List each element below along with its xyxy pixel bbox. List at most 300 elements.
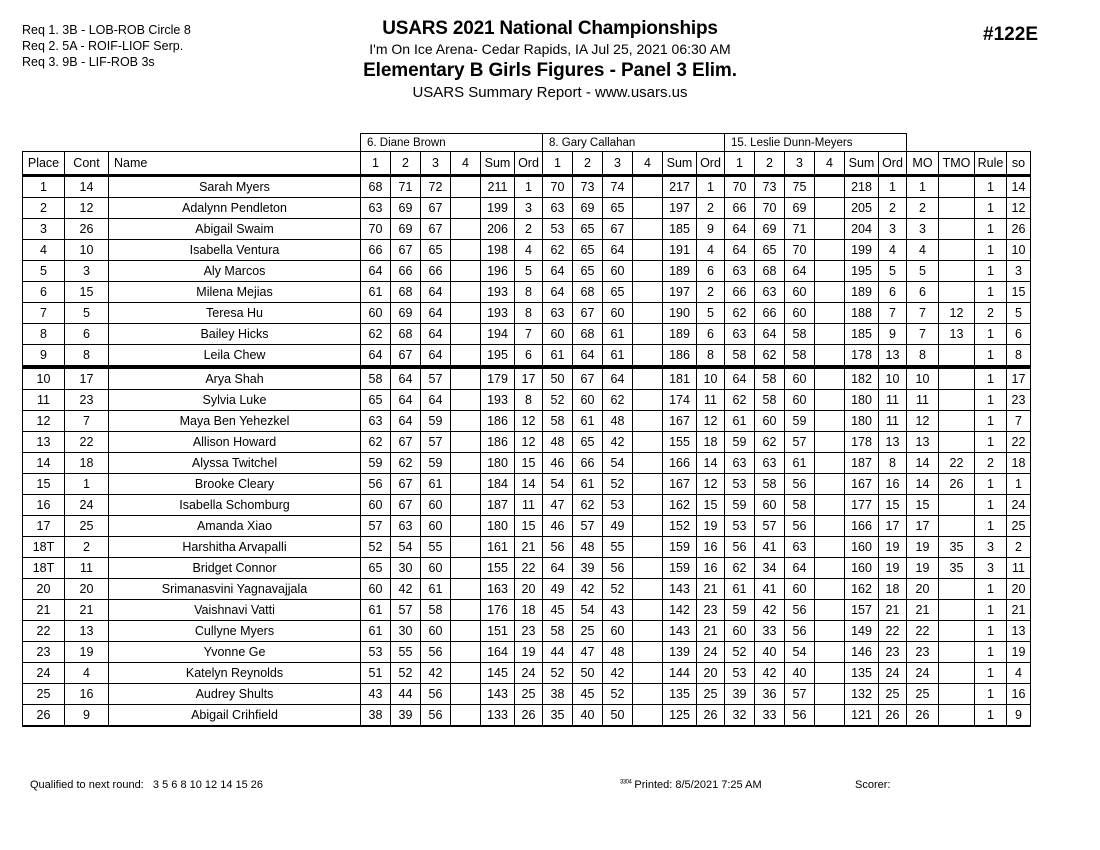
cell-judge1-sum: 206	[481, 219, 515, 240]
cell-judge3-figure4	[815, 558, 845, 579]
table-row[interactable]	[23, 705, 1031, 727]
cell-judge2-figure3: 60	[603, 621, 633, 642]
cell-judge1-figure4	[451, 261, 481, 282]
cell-mo: 11	[907, 390, 939, 411]
col-header-j3-f3: 3	[785, 152, 815, 176]
cell-judge1-ord: 15	[515, 453, 543, 474]
cell-judge3-sum: 180	[845, 411, 879, 432]
cell-judge3-figure2: 66	[755, 303, 785, 324]
cell-judge3-sum: 189	[845, 282, 879, 303]
cell-place: 22	[23, 621, 65, 642]
cell-skater-name: Harshitha Arvapalli	[109, 537, 361, 558]
cell-judge1-ord: 7	[515, 324, 543, 345]
cell-judge2-sum: 155	[663, 432, 697, 453]
cell-judge1-ord: 12	[515, 411, 543, 432]
cell-judge3-figure1: 32	[725, 705, 755, 727]
cell-judge2-ord: 6	[697, 324, 725, 345]
cell-judge3-sum: 205	[845, 198, 879, 219]
cell-judge1-ord: 23	[515, 621, 543, 642]
cell-judge1-sum: 187	[481, 495, 515, 516]
cell-judge3-figure3: 60	[785, 282, 815, 303]
cell-contestant-number: 10	[65, 240, 109, 261]
cell-judge3-sum: 185	[845, 324, 879, 345]
cell-judge2-sum: 162	[663, 495, 697, 516]
cell-rule: 1	[975, 411, 1007, 432]
cell-judge3-figure1: 59	[725, 432, 755, 453]
table-row[interactable]	[23, 176, 1031, 198]
cell-judge1-sum: 133	[481, 705, 515, 727]
cell-tmo: 35	[939, 537, 975, 558]
cell-place: 5	[23, 261, 65, 282]
cell-judge1-figure1: 68	[361, 176, 391, 198]
cell-judge3-sum: 180	[845, 390, 879, 411]
cell-judge3-ord: 21	[879, 600, 907, 621]
cell-judge3-figure2: 57	[755, 516, 785, 537]
cell-judge1-figure1: 60	[361, 495, 391, 516]
cell-judge2-figure2: 47	[573, 642, 603, 663]
cell-judge1-sum: 198	[481, 240, 515, 261]
cell-judge2-sum: 159	[663, 537, 697, 558]
cell-judge1-ord: 22	[515, 558, 543, 579]
cell-tmo	[939, 600, 975, 621]
cell-judge2-sum: 139	[663, 642, 697, 663]
cell-judge2-figure3: 62	[603, 390, 633, 411]
cell-judge3-sum: 195	[845, 261, 879, 282]
cell-judge2-ord: 8	[697, 345, 725, 368]
cell-judge2-ord: 18	[697, 432, 725, 453]
cell-mo: 13	[907, 432, 939, 453]
cell-so: 4	[1007, 663, 1031, 684]
cell-judge3-figure3: 64	[785, 558, 815, 579]
cell-judge2-ord: 23	[697, 600, 725, 621]
col-header-j3-sum: Sum	[845, 152, 879, 176]
cell-judge1-figure4	[451, 367, 481, 390]
table-row[interactable]	[23, 261, 1031, 282]
cell-judge2-figure4	[633, 642, 663, 663]
cell-contestant-number: 14	[65, 176, 109, 198]
cell-judge2-figure3: 56	[603, 558, 633, 579]
cell-judge2-ord: 25	[697, 684, 725, 705]
cell-judge2-ord: 10	[697, 367, 725, 390]
cell-rule: 1	[975, 261, 1007, 282]
cell-judge2-figure3: 60	[603, 303, 633, 324]
cell-so: 20	[1007, 579, 1031, 600]
cell-judge2-figure3: 54	[603, 453, 633, 474]
printed-line	[620, 779, 762, 791]
cell-tmo	[939, 495, 975, 516]
cell-judge1-figure3: 57	[421, 367, 451, 390]
cell-judge3-figure1: 56	[725, 537, 755, 558]
cell-judge2-figure4	[633, 411, 663, 432]
cell-skater-name: Srimanasvini Yagnavajjala	[109, 579, 361, 600]
cell-judge1-ord: 14	[515, 474, 543, 495]
cell-judge2-ord: 16	[697, 558, 725, 579]
cell-judge3-figure1: 39	[725, 684, 755, 705]
cell-judge1-figure4	[451, 558, 481, 579]
cell-rule: 1	[975, 432, 1007, 453]
cell-judge3-figure3: 58	[785, 495, 815, 516]
cell-judge3-sum: 178	[845, 345, 879, 368]
cell-judge2-sum: 167	[663, 411, 697, 432]
cell-rule: 1	[975, 345, 1007, 368]
col-header-j1-f4: 4	[451, 152, 481, 176]
cell-rule: 1	[975, 282, 1007, 303]
cell-rule: 1	[975, 240, 1007, 261]
cell-judge3-figure2: 58	[755, 390, 785, 411]
cell-judge3-figure3: 60	[785, 303, 815, 324]
cell-judge2-ord: 5	[697, 303, 725, 324]
cell-contestant-number: 11	[65, 558, 109, 579]
cell-so: 10	[1007, 240, 1031, 261]
cell-judge3-sum: 204	[845, 219, 879, 240]
cell-judge2-ord: 11	[697, 390, 725, 411]
cell-judge3-figure3: 54	[785, 642, 815, 663]
cell-judge2-ord: 4	[697, 240, 725, 261]
cell-judge1-figure1: 52	[361, 537, 391, 558]
cell-judge2-ord: 26	[697, 705, 725, 727]
cell-judge3-figure4	[815, 453, 845, 474]
cell-judge1-figure3: 58	[421, 600, 451, 621]
cell-judge2-figure1: 58	[543, 621, 573, 642]
cell-judge2-figure2: 45	[573, 684, 603, 705]
cell-judge2-sum: 142	[663, 600, 697, 621]
cell-judge1-figure2: 66	[391, 261, 421, 282]
cell-judge3-figure3: 58	[785, 324, 815, 345]
table-row[interactable]	[23, 198, 1031, 219]
cell-judge2-figure3: 55	[603, 537, 633, 558]
cell-judge1-ord: 8	[515, 282, 543, 303]
table-row[interactable]	[23, 663, 1031, 684]
cell-skater-name: Katelyn Reynolds	[109, 663, 361, 684]
cell-judge2-figure4	[633, 345, 663, 368]
venue-datetime: I'm On Ice Arena- Cedar Rapids, IA Jul 25, 2021 06:30 AM	[369, 41, 731, 57]
cell-judge3-figure4	[815, 176, 845, 198]
cell-judge1-figure3: 72	[421, 176, 451, 198]
cell-judge3-figure1: 63	[725, 324, 755, 345]
cell-judge2-figure4	[633, 453, 663, 474]
cell-judge1-figure2: 64	[391, 367, 421, 390]
cell-judge3-figure3: 64	[785, 261, 815, 282]
cell-judge2-figure2: 65	[573, 240, 603, 261]
cell-judge2-figure2: 64	[573, 345, 603, 368]
cell-judge2-figure2: 60	[573, 390, 603, 411]
cell-judge2-figure2: 67	[573, 303, 603, 324]
cell-judge1-figure2: 67	[391, 495, 421, 516]
cell-judge1-ord: 3	[515, 198, 543, 219]
cell-so: 1	[1007, 474, 1031, 495]
cell-judge3-figure2: 58	[755, 367, 785, 390]
cell-judge2-figure1: 56	[543, 537, 573, 558]
table-row[interactable]	[23, 642, 1031, 663]
table-row[interactable]	[23, 219, 1031, 240]
cell-tmo	[939, 219, 975, 240]
cell-judge1-figure1: 61	[361, 600, 391, 621]
cell-judge1-sum: 193	[481, 282, 515, 303]
cell-judge2-ord: 12	[697, 474, 725, 495]
table-row[interactable]	[23, 495, 1031, 516]
cell-so: 6	[1007, 324, 1031, 345]
cell-so: 7	[1007, 411, 1031, 432]
cell-rule: 1	[975, 516, 1007, 537]
cell-so: 17	[1007, 367, 1031, 390]
cell-judge1-sum: 193	[481, 390, 515, 411]
cell-skater-name: Sylvia Luke	[109, 390, 361, 411]
cell-rule: 1	[975, 474, 1007, 495]
qualified-list: 3 5 6 8 10 12 14 15 26	[152, 779, 264, 791]
cell-place: 26	[23, 705, 65, 727]
cell-judge3-figure4	[815, 537, 845, 558]
cell-judge3-figure4	[815, 324, 845, 345]
cell-judge2-sum: 135	[663, 684, 697, 705]
cell-judge2-sum: 190	[663, 303, 697, 324]
cell-judge1-sum: 180	[481, 453, 515, 474]
cell-place: 13	[23, 432, 65, 453]
cell-judge1-ord: 15	[515, 516, 543, 537]
judge-band-row	[23, 134, 1031, 152]
cell-judge1-sum: 145	[481, 663, 515, 684]
cell-skater-name: Maya Ben Yehezkel	[109, 411, 361, 432]
cell-place: 18T	[23, 558, 65, 579]
cell-judge3-figure4	[815, 219, 845, 240]
cell-rule: 1	[975, 198, 1007, 219]
cell-judge2-figure1: 64	[543, 261, 573, 282]
cell-judge3-figure1: 53	[725, 474, 755, 495]
cell-judge3-figure4	[815, 390, 845, 411]
cell-judge2-figure4	[633, 600, 663, 621]
cell-so: 16	[1007, 684, 1031, 705]
cell-tmo	[939, 432, 975, 453]
cell-judge3-sum: 135	[845, 663, 879, 684]
cell-judge1-ord: 18	[515, 600, 543, 621]
cell-judge1-figure3: 60	[421, 621, 451, 642]
cell-judge1-figure2: 52	[391, 663, 421, 684]
cell-judge1-ord: 21	[515, 537, 543, 558]
cell-judge2-figure4	[633, 390, 663, 411]
table-row[interactable]	[23, 324, 1031, 345]
cell-contestant-number: 12	[65, 198, 109, 219]
cell-judge3-figure1: 66	[725, 282, 755, 303]
col-header-j2-f1: 1	[543, 152, 573, 176]
cell-judge3-figure4	[815, 282, 845, 303]
cell-judge1-figure4	[451, 516, 481, 537]
cell-skater-name: Sarah Myers	[109, 176, 361, 198]
cell-tmo: 26	[939, 474, 975, 495]
cell-judge3-figure1: 62	[725, 303, 755, 324]
cell-so: 22	[1007, 432, 1031, 453]
cell-judge1-figure2: 71	[391, 176, 421, 198]
col-header-j3-ord: Ord	[879, 152, 907, 176]
cell-judge1-figure2: 67	[391, 474, 421, 495]
col-header-j1-f3: 3	[421, 152, 451, 176]
cell-judge3-figure1: 59	[725, 495, 755, 516]
cell-judge3-figure4	[815, 600, 845, 621]
cell-skater-name: Isabella Schomburg	[109, 495, 361, 516]
cell-skater-name: Audrey Shults	[109, 684, 361, 705]
cell-judge2-figure1: 45	[543, 600, 573, 621]
table-row[interactable]	[23, 537, 1031, 558]
cell-judge1-figure4	[451, 684, 481, 705]
cell-judge2-sum: 152	[663, 516, 697, 537]
cell-skater-name: Adalynn Pendleton	[109, 198, 361, 219]
cell-judge3-figure2: 42	[755, 663, 785, 684]
cell-mo: 8	[907, 345, 939, 368]
table-row[interactable]	[23, 474, 1031, 495]
col-header-j3-f2: 2	[755, 152, 785, 176]
cell-judge2-figure4	[633, 198, 663, 219]
cell-judge3-figure2: 63	[755, 282, 785, 303]
cell-judge1-figure1: 56	[361, 474, 391, 495]
table-row[interactable]	[23, 282, 1031, 303]
cell-judge3-figure4	[815, 345, 845, 368]
cell-judge3-figure1: 70	[725, 176, 755, 198]
cell-judge2-figure1: 53	[543, 219, 573, 240]
cell-judge3-figure3: 61	[785, 453, 815, 474]
cell-judge2-figure2: 68	[573, 324, 603, 345]
cell-judge3-ord: 9	[879, 324, 907, 345]
cell-judge3-figure3: 60	[785, 579, 815, 600]
cell-judge1-figure2: 68	[391, 324, 421, 345]
cell-judge2-ord: 2	[697, 198, 725, 219]
cell-judge3-figure4	[815, 240, 845, 261]
cell-skater-name: Abigail Swaim	[109, 219, 361, 240]
cell-judge2-sum: 144	[663, 663, 697, 684]
cell-judge1-sum: 161	[481, 537, 515, 558]
cell-contestant-number: 19	[65, 642, 109, 663]
cell-judge3-figure3: 56	[785, 705, 815, 727]
cell-rule: 1	[975, 219, 1007, 240]
cell-judge1-figure3: 64	[421, 303, 451, 324]
col-header-mo: MO	[907, 152, 939, 176]
cell-judge2-figure4	[633, 240, 663, 261]
cell-judge1-sum: 193	[481, 303, 515, 324]
table-row[interactable]	[23, 367, 1031, 390]
table-row[interactable]	[23, 240, 1031, 261]
cell-judge1-figure2: 67	[391, 345, 421, 368]
table-row[interactable]	[23, 621, 1031, 642]
table-row[interactable]	[23, 432, 1031, 453]
cell-judge1-sum: 179	[481, 367, 515, 390]
cell-judge2-sum: 189	[663, 261, 697, 282]
cell-judge1-ord: 4	[515, 240, 543, 261]
cell-judge2-figure1: 52	[543, 390, 573, 411]
col-header-tmo: TMO	[939, 152, 975, 176]
cell-judge3-figure2: 33	[755, 621, 785, 642]
table-row[interactable]	[23, 684, 1031, 705]
scorer-label: Scorer:	[855, 779, 891, 791]
cell-judge3-figure1: 64	[725, 367, 755, 390]
cell-judge1-figure1: 64	[361, 345, 391, 368]
cell-so: 23	[1007, 390, 1031, 411]
cell-judge3-figure1: 61	[725, 411, 755, 432]
cell-judge3-figure2: 62	[755, 432, 785, 453]
cell-judge3-sum: 160	[845, 558, 879, 579]
cell-judge2-figure4	[633, 495, 663, 516]
cell-place: 9	[23, 345, 65, 368]
cell-judge2-ord: 16	[697, 537, 725, 558]
cell-skater-name: Allison Howard	[109, 432, 361, 453]
cell-judge2-figure2: 50	[573, 663, 603, 684]
cell-judge2-figure2: 57	[573, 516, 603, 537]
cell-judge3-figure4	[815, 303, 845, 324]
cell-judge3-figure4	[815, 705, 845, 727]
cell-judge2-ord: 9	[697, 219, 725, 240]
cell-skater-name: Arya Shah	[109, 367, 361, 390]
cell-judge1-figure3: 60	[421, 495, 451, 516]
cell-judge1-figure2: 30	[391, 621, 421, 642]
cell-judge1-figure3: 64	[421, 345, 451, 368]
cell-judge2-figure1: 64	[543, 558, 573, 579]
cell-judge1-figure1: 43	[361, 684, 391, 705]
cell-judge2-figure1: 46	[543, 516, 573, 537]
cell-judge2-ord: 15	[697, 495, 725, 516]
cell-rule: 1	[975, 579, 1007, 600]
cell-rule: 1	[975, 642, 1007, 663]
cell-judge2-sum: 186	[663, 345, 697, 368]
cell-judge2-figure3: 43	[603, 600, 633, 621]
cell-judge3-ord: 18	[879, 579, 907, 600]
cell-judge2-figure2: 39	[573, 558, 603, 579]
table-row[interactable]	[23, 516, 1031, 537]
cell-judge3-ord: 19	[879, 537, 907, 558]
table-row[interactable]	[23, 303, 1031, 324]
cell-judge2-figure2: 25	[573, 621, 603, 642]
cell-judge3-figure3: 56	[785, 621, 815, 642]
cell-judge3-figure1: 62	[725, 558, 755, 579]
results-sheet	[22, 133, 1031, 727]
cell-so: 25	[1007, 516, 1031, 537]
cell-judge3-ord: 8	[879, 453, 907, 474]
col-header-j2-f2: 2	[573, 152, 603, 176]
cell-rule: 1	[975, 663, 1007, 684]
cell-judge3-sum: 121	[845, 705, 879, 727]
table-row[interactable]	[23, 345, 1031, 368]
cell-judge2-figure2: 66	[573, 453, 603, 474]
cell-judge3-figure2: 64	[755, 324, 785, 345]
cell-judge3-figure4	[815, 432, 845, 453]
cell-judge2-sum: 191	[663, 240, 697, 261]
cell-judge1-figure3: 60	[421, 558, 451, 579]
table-row[interactable]	[23, 390, 1031, 411]
cell-contestant-number: 1	[65, 474, 109, 495]
cell-place: 17	[23, 516, 65, 537]
requirement-line: Req 1. 3B - LOB-ROB Circle 8	[22, 23, 191, 37]
cell-judge3-figure4	[815, 579, 845, 600]
table-row[interactable]	[23, 411, 1031, 432]
judge-3-name: 15. Leslie Dunn-Meyers	[725, 134, 907, 152]
cell-judge2-figure3: 67	[603, 219, 633, 240]
cell-mo: 7	[907, 303, 939, 324]
cell-judge2-figure3: 50	[603, 705, 633, 727]
cell-judge1-figure4	[451, 663, 481, 684]
cell-place: 21	[23, 600, 65, 621]
cell-judge2-figure3: 49	[603, 516, 633, 537]
cell-judge2-figure3: 48	[603, 642, 633, 663]
cell-judge3-figure1: 58	[725, 345, 755, 368]
event-title: USARS 2021 National Championships	[382, 18, 718, 39]
table-row[interactable]	[23, 600, 1031, 621]
table-row[interactable]	[23, 453, 1031, 474]
cell-judge1-figure3: 61	[421, 579, 451, 600]
cell-so: 3	[1007, 261, 1031, 282]
cell-judge1-figure4	[451, 303, 481, 324]
cell-tmo: 12	[939, 303, 975, 324]
table-row[interactable]	[23, 579, 1031, 600]
cell-contestant-number: 22	[65, 432, 109, 453]
table-row[interactable]	[23, 558, 1031, 579]
cell-judge1-figure1: 60	[361, 579, 391, 600]
event-number-badge: #122E	[983, 24, 1038, 45]
cell-judge1-figure3: 64	[421, 282, 451, 303]
